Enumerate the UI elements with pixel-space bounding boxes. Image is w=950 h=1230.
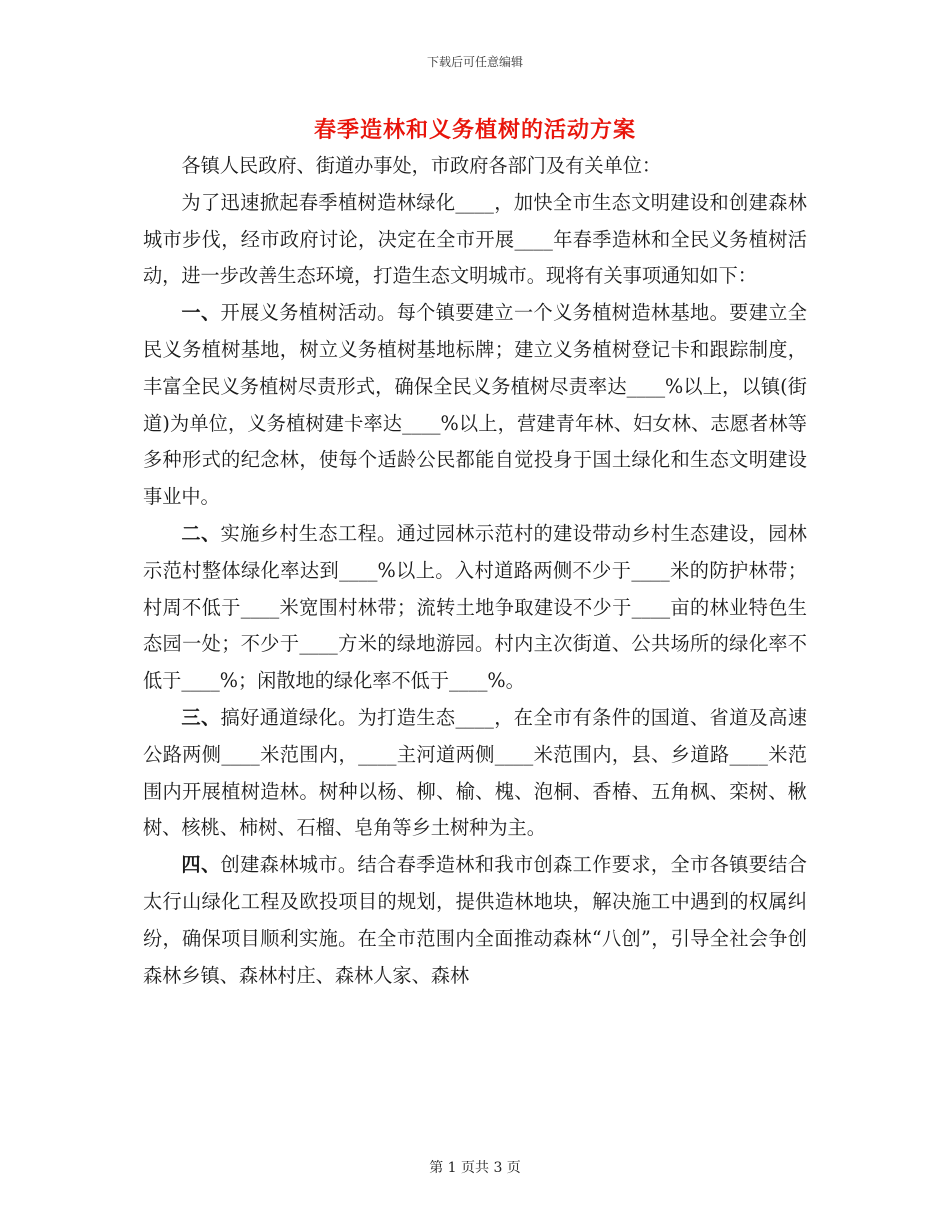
document-body — [143, 148, 807, 994]
section-4-heading: 四、 — [181, 853, 221, 877]
section-2-heading: 二、 — [181, 521, 221, 545]
page-footer: 第 1 页共 3 页 — [429, 1160, 521, 1176]
section-3-paragraph — [143, 700, 807, 847]
section-1-heading: 一、 — [181, 301, 221, 325]
document-title: 春季造林和义务植树的活动方案 — [313, 117, 636, 143]
section-4-text: 创建森林城市。结合春季造林和我市创森工作要求，全市各镇要结合太行山绿化工程及欧投项目的规划，提供造林地块，解决施工中遇到的权属纠纷，确保项目顺利实施。在全市范围内全面推动森林“八创”，引导全社会争创森林乡镇、森林村庄、森林人家、森林 — [143, 853, 807, 987]
section-4-paragraph — [143, 847, 807, 994]
page-header: 下载后可任意编辑 — [426, 55, 523, 69]
section-1-paragraph — [143, 295, 807, 516]
section-3-text: 搞好通道绿化。为打造生态____，在全市有条件的国道、省道及高速公路两侧____米范围内，____主河道两侧____米范围内，县、乡道路____米范围内开展植树造林。树种以杨、柳、榆、槐、泡桐、香椿、五角枫、栾树、楸树、核桃、柿树、石榴、皂角等乡土树种为主。 — [143, 705, 808, 840]
section-1-text: 开展义务植树活动。每个镇要建立一个义务植树造林基地。要建立全民义务植树基地，树立义务植树基地标牌；建立义务植树登记卡和跟踪制度，丰富全民义务植树尽责形式，确保全民义务植树尽责率达____%以上，以镇(街道)为单位，义务植树建卡率达____%以上，营建青年林、妇女林、志愿者林等多种形式的纪念林，使每个适龄公民都能自觉投身于国土绿化和生态文明建设事业中。 — [143, 301, 807, 509]
salutation: 各镇人民政府、街道办事处，市政府各部门及有关单位： — [181, 154, 662, 177]
section-3-heading: 三、 — [181, 705, 221, 729]
section-2-paragraph — [143, 516, 807, 700]
intro-paragraph: 为了迅速掀起春季植树造林绿化____，加快全市生态文明建设和创建森林城市步伐，经市政府讨论，决定在全市开展____年春季造林和全民义务植树活动，进一步改善生态环境，打造生态文明城市。现将有关事项通知如下： — [143, 190, 807, 288]
section-2-text: 实施乡村生态工程。通过园林示范村的建设带动乡村生态建设，园林示范村整体绿化率达到____%以上。入村道路两侧不少于____米的防护林带；村周不低于____米宽围村林带；流转土地争取建设不少于____亩的林业特色生态园一处；不少于____方米的绿地游园。村内主次街道、公共场所的绿化率不低于____%；闲散地的绿化率不低于____%。 — [143, 521, 807, 693]
